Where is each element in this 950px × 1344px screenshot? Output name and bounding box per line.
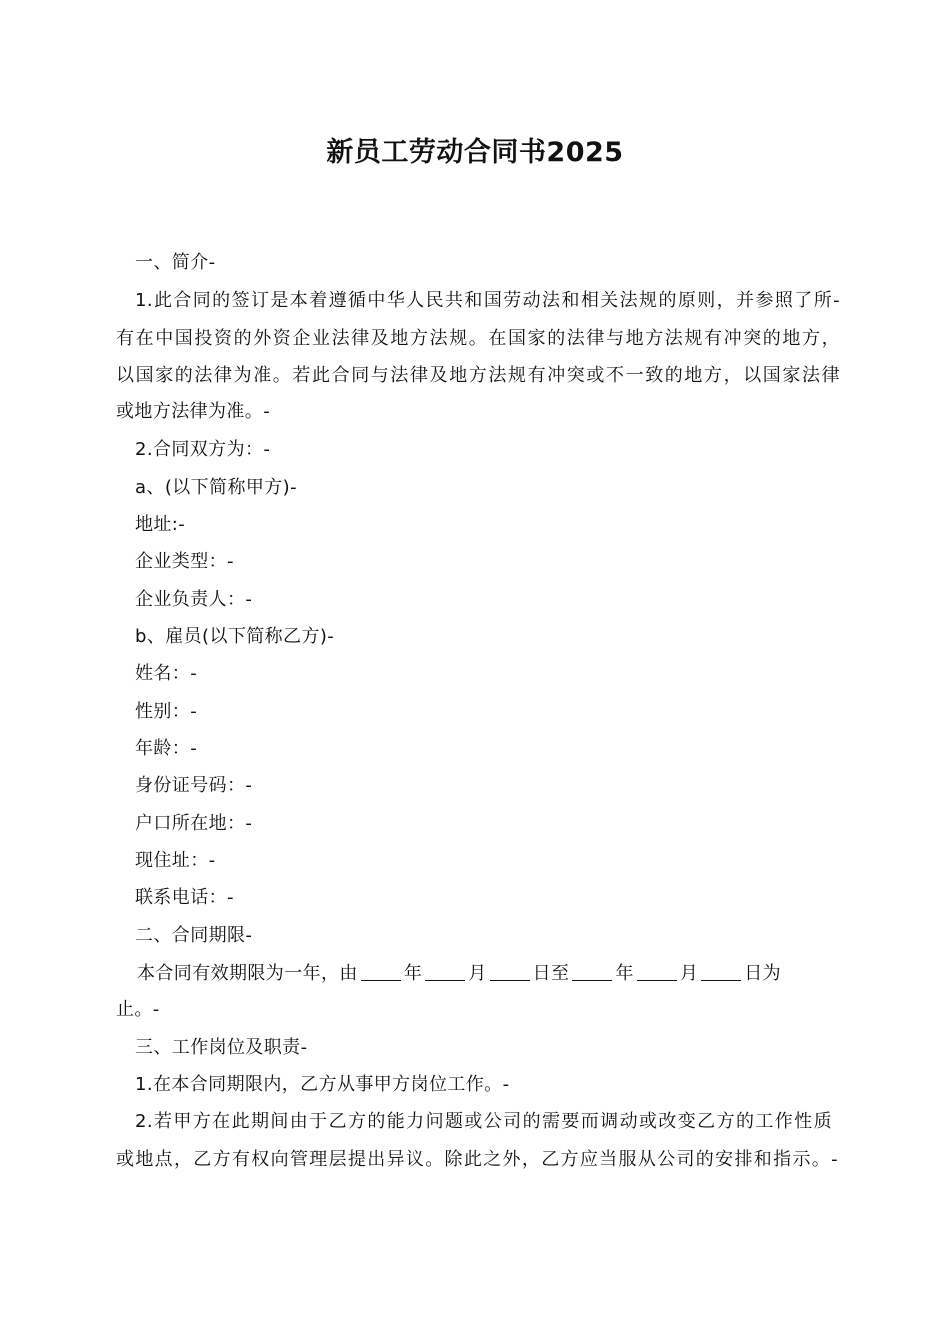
end-month-blank xyxy=(637,962,677,981)
document-title: 新员工劳动合同书2025 xyxy=(326,137,624,168)
id-number-field: 身份证号码：- xyxy=(135,775,253,796)
contract-term-end: 止。- xyxy=(116,999,160,1020)
year-label: 年 xyxy=(615,963,634,984)
end-year-blank xyxy=(572,962,612,981)
address-field: 地址:- xyxy=(135,514,186,535)
term-prefix: 本合同有效期限为一年，由 xyxy=(137,963,358,984)
section-1-paragraph-1-line-4: 或地方法律为准。- xyxy=(116,401,271,422)
name-field: 姓名：- xyxy=(135,663,198,684)
hukou-field: 户口所在地：- xyxy=(135,813,253,834)
start-month-blank xyxy=(425,962,465,981)
start-year-blank xyxy=(361,962,401,981)
day-to-label: 日至 xyxy=(532,963,570,984)
section-3-paragraph-1: 1.在本合同期限内，乙方从事甲方岗位工作。- xyxy=(135,1074,510,1095)
section-1-heading: 一、简介- xyxy=(135,252,216,273)
contract-parties-label: 2.合同双方为：- xyxy=(135,439,271,460)
section-3-paragraph-2-line-2: 或地点，乙方有权向管理层提出异议。除此之外，乙方应当服从公司的安排和指示。- xyxy=(116,1149,838,1170)
start-day-blank xyxy=(490,962,530,981)
contract-term-line xyxy=(137,962,837,986)
year-label: 年 xyxy=(403,963,423,984)
section-3-paragraph-2-line-1: 2.若甲方在此期间由于乙方的能力问题或公司的需要而调动或改变乙方的工作性质 xyxy=(135,1111,832,1132)
month-label: 月 xyxy=(679,963,699,984)
company-type-field: 企业类型：- xyxy=(135,551,234,572)
section-1-paragraph-1-line-3: 以国家的法律为准。若此合同与法律及地方法规有冲突或不一致的地方，以国家法律 xyxy=(116,365,840,386)
section-1-paragraph-1-line-1: 1.此合同的签订是本着遵循中华人民共和国劳动法和相关法规的原则，并参照了所- xyxy=(135,290,840,311)
month-label: 月 xyxy=(468,963,487,984)
party-b-label: b、雇员(以下简称乙方)- xyxy=(135,626,335,647)
current-address-field: 现住址：- xyxy=(135,850,216,871)
company-head-field: 企业负责人：- xyxy=(135,589,253,610)
day-end-label: 日为 xyxy=(744,963,782,984)
end-day-blank xyxy=(701,962,741,981)
gender-field: 性别：- xyxy=(135,701,198,722)
section-3-heading: 三、工作岗位及职责- xyxy=(135,1037,308,1058)
party-a-label: a、(以下简称甲方)- xyxy=(135,477,297,498)
phone-field: 联系电话：- xyxy=(135,887,234,908)
section-2-heading: 二、合同期限- xyxy=(135,925,253,946)
age-field: 年龄：- xyxy=(135,738,198,759)
section-1-paragraph-1-line-2: 有在中国投资的外资企业法律及地方法规。在国家的法律与地方法规有冲突的地方， xyxy=(116,328,840,349)
